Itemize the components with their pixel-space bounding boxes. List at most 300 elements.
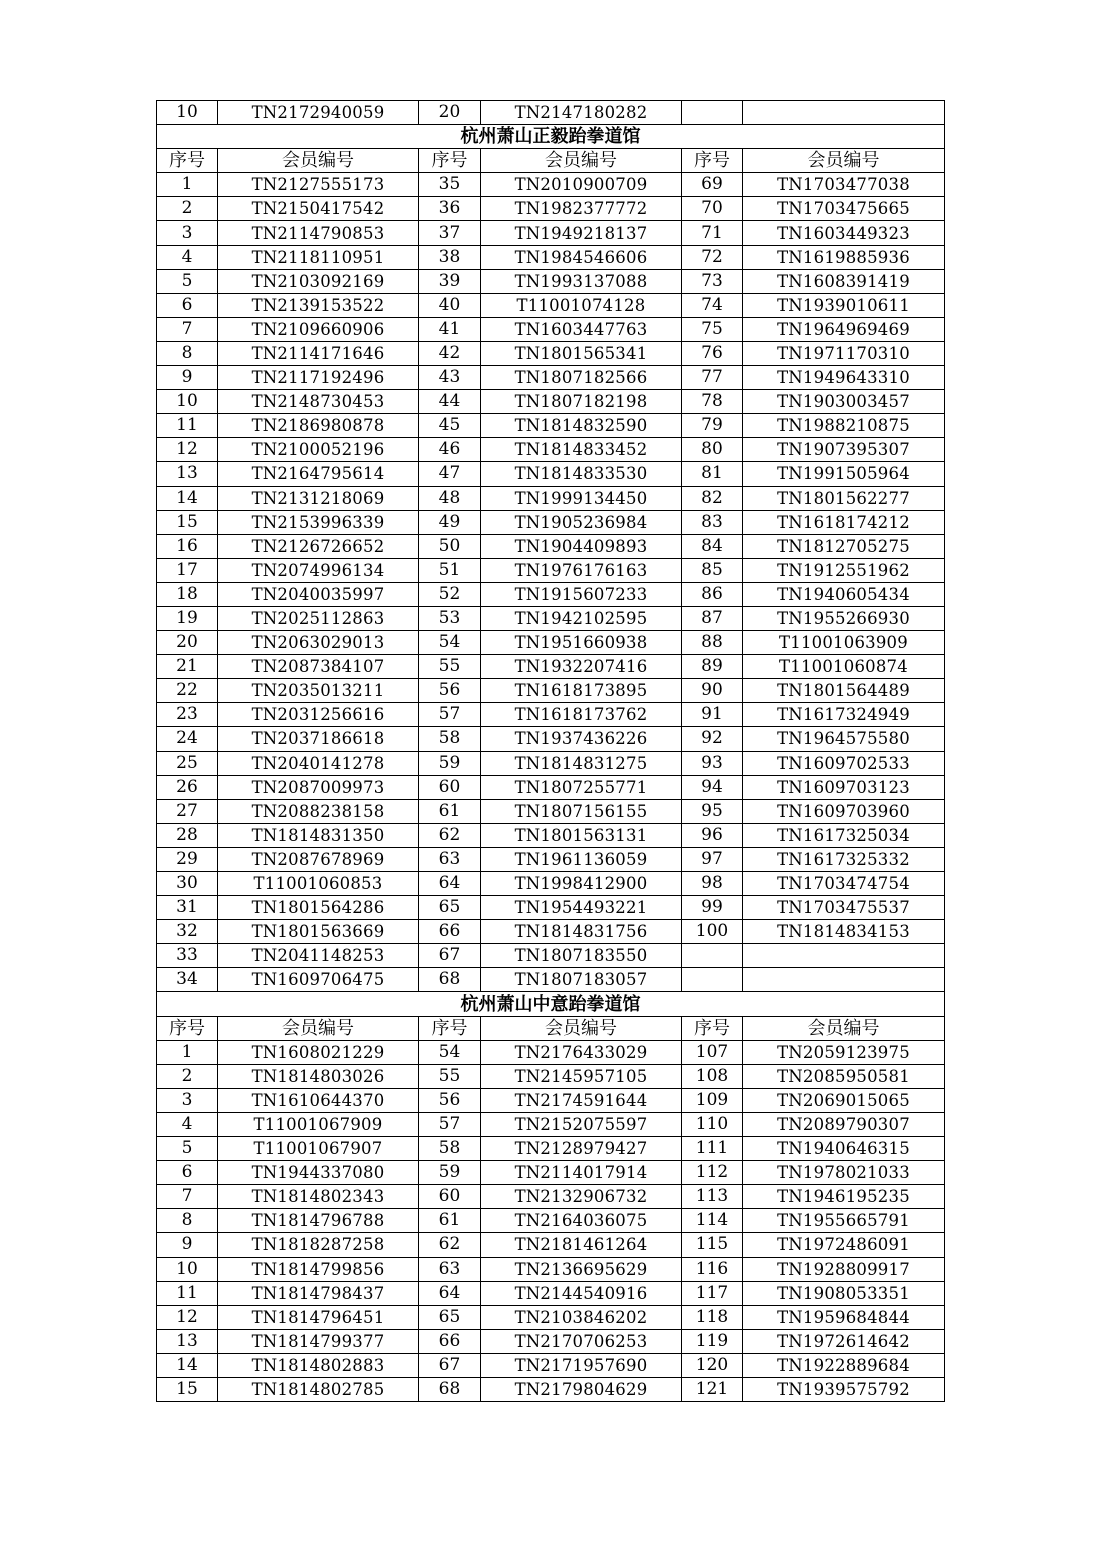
seq-cell: 49 — [419, 510, 481, 534]
seq-cell: 78 — [682, 390, 743, 414]
member-id-cell: TN2164036075 — [481, 1209, 682, 1233]
table-row — [157, 197, 945, 221]
seq-cell: 46 — [419, 438, 481, 462]
seq-cell: 57 — [419, 703, 481, 727]
member-id-cell: TN1818287258 — [218, 1233, 419, 1257]
seq-cell: 66 — [419, 1329, 481, 1353]
seq-cell: 27 — [157, 799, 218, 823]
table-row — [157, 1353, 945, 1377]
seq-cell: 39 — [419, 269, 481, 293]
seq-cell: 72 — [682, 245, 743, 269]
member-id-cell — [743, 944, 945, 968]
member-id-cell: TN1912551962 — [743, 558, 945, 582]
seq-cell: 108 — [682, 1064, 743, 1088]
member-id-header: 会员编号 — [743, 1016, 945, 1040]
seq-cell: 48 — [419, 486, 481, 510]
seq-cell: 76 — [682, 341, 743, 365]
seq-cell: 98 — [682, 872, 743, 896]
member-id-cell: TN1939010611 — [743, 293, 945, 317]
seq-cell: 6 — [157, 293, 218, 317]
seq-cell: 100 — [682, 920, 743, 944]
member-id-cell: TN1907395307 — [743, 438, 945, 462]
member-id-cell: TN2087678969 — [218, 847, 419, 871]
seq-cell: 62 — [419, 823, 481, 847]
seq-cell: 80 — [682, 438, 743, 462]
section-title-row — [157, 992, 945, 1016]
member-id-header: 会员编号 — [218, 1016, 419, 1040]
seq-cell: 74 — [682, 293, 743, 317]
seq-cell: 118 — [682, 1305, 743, 1329]
table-row — [157, 799, 945, 823]
table-row — [157, 775, 945, 799]
seq-cell: 67 — [419, 944, 481, 968]
member-id-cell: T11001074128 — [481, 293, 682, 317]
seq-cell: 61 — [419, 1209, 481, 1233]
member-id-cell: TN1814799377 — [218, 1329, 419, 1353]
member-id-cell: T11001060874 — [743, 655, 945, 679]
member-id-cell: TN1814802883 — [218, 1353, 419, 1377]
member-id-cell: TN2164795614 — [218, 462, 419, 486]
member-id-cell: TN2040035997 — [218, 582, 419, 606]
table-row — [157, 847, 945, 871]
seq-cell: 34 — [157, 968, 218, 992]
table-row — [157, 414, 945, 438]
table-row — [157, 462, 945, 486]
seq-cell: 33 — [157, 944, 218, 968]
table-row — [157, 317, 945, 341]
seq-cell — [682, 968, 743, 992]
member-id-header: 会员编号 — [481, 1016, 682, 1040]
seq-cell: 64 — [419, 872, 481, 896]
member-id-cell: TN1908053351 — [743, 1281, 945, 1305]
seq-cell: 117 — [682, 1281, 743, 1305]
seq-cell: 68 — [419, 968, 481, 992]
seq-cell: 32 — [157, 920, 218, 944]
member-id-cell: TN2087384107 — [218, 655, 419, 679]
table-row — [157, 1257, 945, 1281]
member-id-cell: TN1964575580 — [743, 727, 945, 751]
seq-cell: 7 — [157, 1185, 218, 1209]
member-id-cell: TN1946195235 — [743, 1185, 945, 1209]
seq-cell: 93 — [682, 751, 743, 775]
seq-cell: 41 — [419, 317, 481, 341]
seq-cell: 79 — [682, 414, 743, 438]
member-id-cell: TN2025112863 — [218, 606, 419, 630]
member-id-cell: TN2131218069 — [218, 486, 419, 510]
seq-cell: 86 — [682, 582, 743, 606]
member-id-cell: TN1814799856 — [218, 1257, 419, 1281]
member-id-cell: TN1984546606 — [481, 245, 682, 269]
member-id-cell: TN2181461264 — [481, 1233, 682, 1257]
seq-cell: 85 — [682, 558, 743, 582]
member-table — [156, 100, 945, 1402]
seq-cell: 57 — [419, 1112, 481, 1136]
table-row — [157, 751, 945, 775]
member-id-cell: TN2103846202 — [481, 1305, 682, 1329]
member-id-cell: TN1944337080 — [218, 1161, 419, 1185]
seq-header: 序号 — [157, 149, 218, 173]
seq-cell — [682, 101, 743, 125]
member-id-cell: TN2037186618 — [218, 727, 419, 751]
member-id-cell: TN1915607233 — [481, 582, 682, 606]
seq-cell: 6 — [157, 1161, 218, 1185]
member-id-cell: TN1905236984 — [481, 510, 682, 534]
seq-cell: 54 — [419, 1040, 481, 1064]
table-row — [157, 1329, 945, 1353]
table-row — [157, 245, 945, 269]
member-id-cell: TN1814798437 — [218, 1281, 419, 1305]
member-id-cell: TN2103092169 — [218, 269, 419, 293]
member-id-cell: TN1976176163 — [481, 558, 682, 582]
seq-cell: 5 — [157, 1137, 218, 1161]
seq-cell: 3 — [157, 221, 218, 245]
seq-cell: 17 — [157, 558, 218, 582]
member-id-cell: TN1903003457 — [743, 390, 945, 414]
member-id-cell: TN1949643310 — [743, 366, 945, 390]
member-id-cell: TN2148730453 — [218, 390, 419, 414]
seq-cell: 94 — [682, 775, 743, 799]
member-id-cell: TN1955665791 — [743, 1209, 945, 1233]
seq-cell: 82 — [682, 486, 743, 510]
table-row — [157, 1233, 945, 1257]
seq-cell: 20 — [157, 631, 218, 655]
member-id-cell: TN2117192496 — [218, 366, 419, 390]
member-id-cell: TN1964969469 — [743, 317, 945, 341]
member-id-cell — [743, 968, 945, 992]
member-id-cell: TN1618173762 — [481, 703, 682, 727]
seq-cell: 20 — [419, 101, 481, 125]
seq-cell: 89 — [682, 655, 743, 679]
seq-cell: 10 — [157, 1257, 218, 1281]
seq-cell: 59 — [419, 1161, 481, 1185]
seq-header: 序号 — [157, 1016, 218, 1040]
member-id-cell: TN1807182566 — [481, 366, 682, 390]
member-id-cell: TN2179804629 — [481, 1377, 682, 1401]
seq-cell: 55 — [419, 1064, 481, 1088]
header-row — [157, 1016, 945, 1040]
member-id-cell: TN1619885936 — [743, 245, 945, 269]
seq-cell: 13 — [157, 1329, 218, 1353]
member-id-cell: TN2063029013 — [218, 631, 419, 655]
seq-cell: 18 — [157, 582, 218, 606]
seq-cell: 110 — [682, 1112, 743, 1136]
seq-cell: 83 — [682, 510, 743, 534]
seq-cell: 51 — [419, 558, 481, 582]
seq-cell: 4 — [157, 245, 218, 269]
table-row — [157, 221, 945, 245]
member-id-cell: TN1904409893 — [481, 534, 682, 558]
seq-cell: 19 — [157, 606, 218, 630]
seq-cell: 71 — [682, 221, 743, 245]
table-row — [157, 1209, 945, 1233]
seq-cell: 96 — [682, 823, 743, 847]
seq-cell: 54 — [419, 631, 481, 655]
seq-cell: 95 — [682, 799, 743, 823]
member-id-cell: TN1703477038 — [743, 173, 945, 197]
member-id-cell: TN2136695629 — [481, 1257, 682, 1281]
member-id-cell: TN1972486091 — [743, 1233, 945, 1257]
seq-cell: 47 — [419, 462, 481, 486]
seq-cell: 21 — [157, 655, 218, 679]
seq-cell: 11 — [157, 1281, 218, 1305]
member-id-cell: TN2031256616 — [218, 703, 419, 727]
member-id-cell: TN1807255771 — [481, 775, 682, 799]
member-id-cell: TN2171957690 — [481, 1353, 682, 1377]
seq-cell: 97 — [682, 847, 743, 871]
member-id-cell: TN1609703123 — [743, 775, 945, 799]
seq-cell: 24 — [157, 727, 218, 751]
member-id-cell: TN1940646315 — [743, 1137, 945, 1161]
member-id-cell: TN2114790853 — [218, 221, 419, 245]
member-id-cell: TN2126726652 — [218, 534, 419, 558]
member-id-cell: TN1814833452 — [481, 438, 682, 462]
seq-cell: 30 — [157, 872, 218, 896]
seq-cell: 13 — [157, 462, 218, 486]
seq-cell: 77 — [682, 366, 743, 390]
table-row — [157, 1137, 945, 1161]
member-id-cell: TN2186980878 — [218, 414, 419, 438]
member-id-cell: TN2035013211 — [218, 679, 419, 703]
member-id-cell: TN1814831275 — [481, 751, 682, 775]
member-id-cell: TN1618174212 — [743, 510, 945, 534]
seq-header: 序号 — [419, 149, 481, 173]
table-row — [157, 101, 945, 125]
member-id-cell: TN2132906732 — [481, 1185, 682, 1209]
section-title-row — [157, 125, 945, 149]
table-row — [157, 655, 945, 679]
seq-cell: 42 — [419, 341, 481, 365]
member-id-cell: TN1814802343 — [218, 1185, 419, 1209]
seq-cell: 112 — [682, 1161, 743, 1185]
seq-cell: 9 — [157, 366, 218, 390]
seq-cell: 37 — [419, 221, 481, 245]
member-id-cell: TN2118110951 — [218, 245, 419, 269]
member-id-cell: TN1959684844 — [743, 1305, 945, 1329]
seq-cell: 58 — [419, 1137, 481, 1161]
member-id-cell: TN1807183057 — [481, 968, 682, 992]
member-id-cell: TN2153996339 — [218, 510, 419, 534]
member-id-cell: TN1942102595 — [481, 606, 682, 630]
member-id-cell: TN1610644370 — [218, 1088, 419, 1112]
member-id-cell: TN1928809917 — [743, 1257, 945, 1281]
seq-cell: 44 — [419, 390, 481, 414]
seq-cell: 84 — [682, 534, 743, 558]
seq-cell: 8 — [157, 1209, 218, 1233]
member-id-cell: TN1814834153 — [743, 920, 945, 944]
table-row — [157, 293, 945, 317]
seq-cell: 113 — [682, 1185, 743, 1209]
seq-cell: 66 — [419, 920, 481, 944]
table-row — [157, 1281, 945, 1305]
table-row — [157, 920, 945, 944]
member-id-cell: TN1807183550 — [481, 944, 682, 968]
member-id-cell: TN1703475537 — [743, 896, 945, 920]
table-row — [157, 341, 945, 365]
seq-cell: 81 — [682, 462, 743, 486]
header-row — [157, 149, 945, 173]
table-row — [157, 631, 945, 655]
member-id-cell: TN2041148253 — [218, 944, 419, 968]
member-id-cell: TN2109660906 — [218, 317, 419, 341]
member-id-cell: TN2128979427 — [481, 1137, 682, 1161]
seq-cell: 91 — [682, 703, 743, 727]
member-id-cell: TN1955266930 — [743, 606, 945, 630]
seq-cell: 14 — [157, 1353, 218, 1377]
seq-cell: 12 — [157, 1305, 218, 1329]
seq-cell: 1 — [157, 1040, 218, 1064]
seq-cell: 109 — [682, 1088, 743, 1112]
member-id-cell: TN1609706475 — [218, 968, 419, 992]
seq-cell: 52 — [419, 582, 481, 606]
member-id-cell: TN1617325034 — [743, 823, 945, 847]
member-id-cell: TN2144540916 — [481, 1281, 682, 1305]
member-id-cell: TN2100052196 — [218, 438, 419, 462]
seq-cell: 61 — [419, 799, 481, 823]
member-id-cell: TN1972614642 — [743, 1329, 945, 1353]
member-id-cell — [743, 101, 945, 125]
seq-cell: 92 — [682, 727, 743, 751]
member-id-cell: TN1801565341 — [481, 341, 682, 365]
member-id-cell: TN1937436226 — [481, 727, 682, 751]
seq-cell: 116 — [682, 1257, 743, 1281]
table-row — [157, 438, 945, 462]
seq-cell: 2 — [157, 1064, 218, 1088]
member-id-cell: TN2145957105 — [481, 1064, 682, 1088]
member-id-cell: TN2147180282 — [481, 101, 682, 125]
member-id-cell: TN1949218137 — [481, 221, 682, 245]
table-row — [157, 510, 945, 534]
seq-cell: 70 — [682, 197, 743, 221]
member-id-cell: TN1609702533 — [743, 751, 945, 775]
member-id-cell: TN1814831350 — [218, 823, 419, 847]
table-row — [157, 486, 945, 510]
table-row — [157, 703, 945, 727]
member-id-cell: TN1939575792 — [743, 1377, 945, 1401]
seq-cell: 114 — [682, 1209, 743, 1233]
section-title: 杭州萧山正毅跆拳道馆 — [157, 125, 945, 149]
table-row — [157, 968, 945, 992]
member-id-cell: TN2139153522 — [218, 293, 419, 317]
member-id-cell: TN1801562277 — [743, 486, 945, 510]
seq-cell: 88 — [682, 631, 743, 655]
member-id-cell: TN2059123975 — [743, 1040, 945, 1064]
member-id-cell: TN1801563669 — [218, 920, 419, 944]
seq-cell: 14 — [157, 486, 218, 510]
member-id-cell: TN2074996134 — [218, 558, 419, 582]
seq-cell: 43 — [419, 366, 481, 390]
member-id-header: 会员编号 — [481, 149, 682, 173]
member-id-cell: T11001067909 — [218, 1112, 419, 1136]
member-id-cell: TN2150417542 — [218, 197, 419, 221]
member-id-cell: TN1982377772 — [481, 197, 682, 221]
table-row — [157, 872, 945, 896]
seq-cell: 40 — [419, 293, 481, 317]
seq-cell: 68 — [419, 1377, 481, 1401]
seq-cell: 23 — [157, 703, 218, 727]
member-id-cell: TN2085950581 — [743, 1064, 945, 1088]
table-row — [157, 582, 945, 606]
member-id-cell: TN1801563131 — [481, 823, 682, 847]
member-id-cell: TN2172940059 — [218, 101, 419, 125]
table-row — [157, 1305, 945, 1329]
section-title: 杭州萧山中意跆拳道馆 — [157, 992, 945, 1016]
member-id-cell: TN1814832590 — [481, 414, 682, 438]
table-row — [157, 366, 945, 390]
member-id-cell: TN1988210875 — [743, 414, 945, 438]
seq-header: 序号 — [419, 1016, 481, 1040]
member-id-cell: TN2040141278 — [218, 751, 419, 775]
table-row — [157, 269, 945, 293]
seq-cell: 36 — [419, 197, 481, 221]
member-id-cell: TN1617324949 — [743, 703, 945, 727]
member-id-cell: TN1608391419 — [743, 269, 945, 293]
seq-cell: 35 — [419, 173, 481, 197]
seq-cell: 55 — [419, 655, 481, 679]
member-id-cell: TN1814831756 — [481, 920, 682, 944]
member-id-cell: TN2114017914 — [481, 1161, 682, 1185]
seq-cell: 53 — [419, 606, 481, 630]
seq-cell: 69 — [682, 173, 743, 197]
seq-cell: 119 — [682, 1329, 743, 1353]
seq-cell: 99 — [682, 896, 743, 920]
seq-cell: 63 — [419, 1257, 481, 1281]
member-id-cell: TN1814803026 — [218, 1064, 419, 1088]
seq-cell: 59 — [419, 751, 481, 775]
member-id-cell: TN2114171646 — [218, 341, 419, 365]
table-row — [157, 606, 945, 630]
table-row — [157, 173, 945, 197]
member-id-cell: TN2069015065 — [743, 1088, 945, 1112]
member-id-cell: TN2174591644 — [481, 1088, 682, 1112]
seq-cell: 7 — [157, 317, 218, 341]
seq-cell: 75 — [682, 317, 743, 341]
member-id-cell: TN1801564286 — [218, 896, 419, 920]
seq-cell: 63 — [419, 847, 481, 871]
member-id-cell: TN1609703960 — [743, 799, 945, 823]
seq-cell: 111 — [682, 1137, 743, 1161]
member-id-cell: TN2089790307 — [743, 1112, 945, 1136]
member-id-cell: TN2152075597 — [481, 1112, 682, 1136]
member-id-cell: TN2170706253 — [481, 1329, 682, 1353]
seq-cell: 50 — [419, 534, 481, 558]
member-id-cell: TN1993137088 — [481, 269, 682, 293]
table-row — [157, 1161, 945, 1185]
member-id-cell: TN1922889684 — [743, 1353, 945, 1377]
member-id-cell: TN1703475665 — [743, 197, 945, 221]
member-id-cell: TN1940605434 — [743, 582, 945, 606]
seq-header: 序号 — [682, 1016, 743, 1040]
member-id-cell: TN1603447763 — [481, 317, 682, 341]
member-id-cell: T11001063909 — [743, 631, 945, 655]
seq-cell: 107 — [682, 1040, 743, 1064]
seq-cell: 38 — [419, 245, 481, 269]
member-id-cell: TN2010900709 — [481, 173, 682, 197]
seq-cell: 11 — [157, 414, 218, 438]
table-row — [157, 1088, 945, 1112]
seq-cell: 64 — [419, 1281, 481, 1305]
seq-cell: 56 — [419, 1088, 481, 1112]
seq-cell: 87 — [682, 606, 743, 630]
table-row — [157, 1185, 945, 1209]
table-row — [157, 1112, 945, 1136]
seq-cell: 5 — [157, 269, 218, 293]
table-row — [157, 1377, 945, 1401]
member-id-cell: TN1618173895 — [481, 679, 682, 703]
table-row — [157, 944, 945, 968]
seq-cell — [682, 944, 743, 968]
table-row — [157, 679, 945, 703]
member-id-cell: T11001067907 — [218, 1137, 419, 1161]
